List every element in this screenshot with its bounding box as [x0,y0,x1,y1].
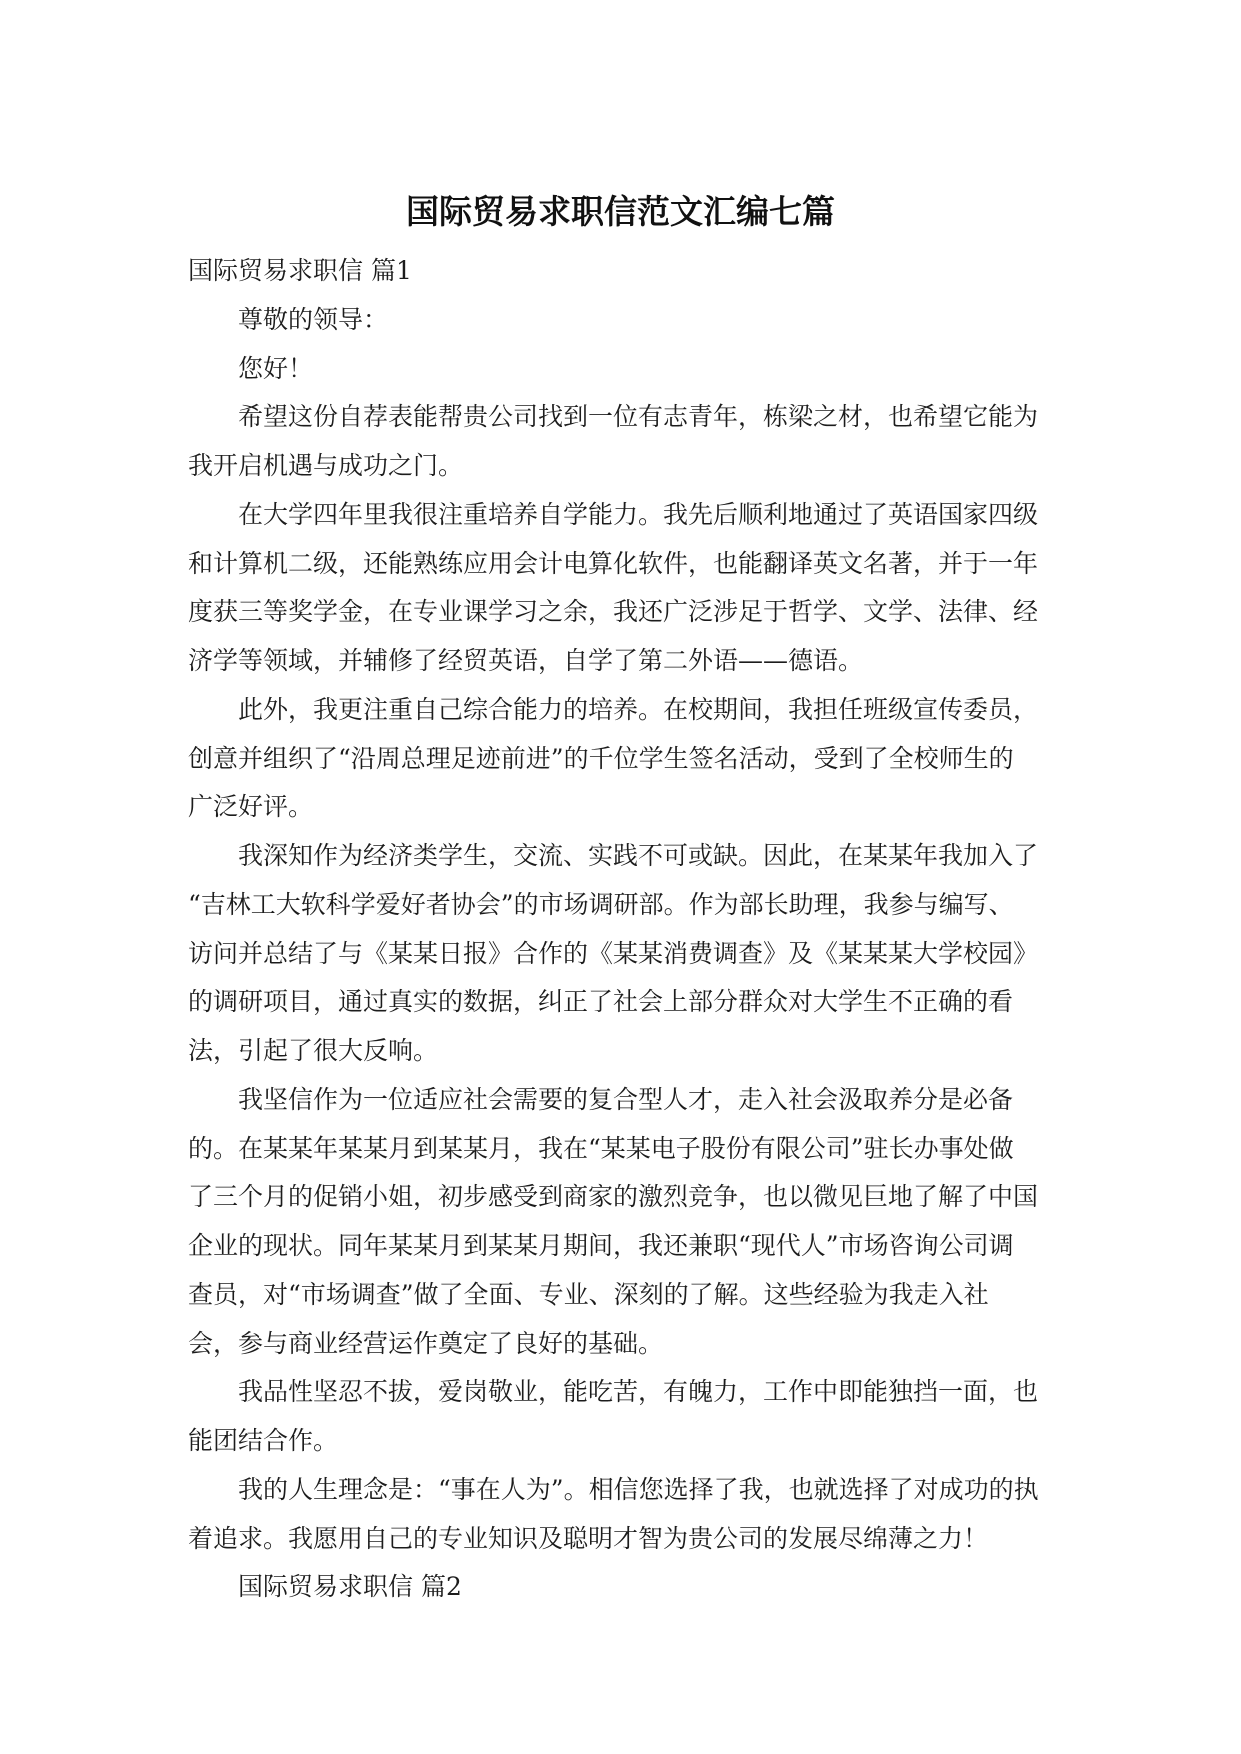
paragraph-line: 会，参与商业经营运作奠定了良好的基础。 [188,1328,664,1358]
letter-section-1 [188,247,1088,1563]
paragraph-line: 能团结合作。 [188,1426,339,1455]
paragraph-line: 企业的现状。同年某某月到某某月期间，我还兼职“现代人”市场咨询公司调 [188,1231,1014,1260]
paragraph-line: 访问并总结了与《某某日报》合作的《某某消费调查》及《某某某大学校园》 [188,938,1039,968]
paragraph [188,1466,1088,1564]
greeting [188,345,1088,394]
paragraph-line: 我深知作为经济类学生，交流、实践不可或缺。因此，在某某年我加入了 [238,841,1039,870]
paragraph-line: 的调研项目，通过真实的数据，纠正了社会上部分群众对大学生不正确的看 [188,987,1014,1017]
document-title: 国际贸易求职信范文汇编七篇 [406,192,835,231]
paragraph-line: 着追求。我愿用自己的专业知识及聪明才智为贵公司的发展尽绵薄之力！ [188,1523,989,1553]
paragraph [188,832,1088,1076]
paragraph-line: 的。在某某年某某月到某某月，我在“某某电子股份有限公司”驻长办事处做 [188,1133,1014,1163]
document-body [188,247,1088,1612]
paragraph-line: 和计算机二级，还能熟练应用会计电算化软件，也能翻译英文名著，并于一年 [188,548,1039,578]
paragraph-line: 广泛好评。 [188,792,314,822]
paragraph-line: 在大学四年里我很注重培养自学能力。我先后顺利地通过了英语国家四级 [238,499,1039,529]
paragraph-line: 您好！ [238,353,314,383]
paragraph [188,393,1088,491]
paragraph-line: 希望这份自荐表能帮贵公司找到一位有志青年，栋梁之材，也希望它能为 [238,402,1039,432]
salutation [188,296,1088,345]
section-heading: 国际贸易求职信 篇1 [188,256,412,285]
paragraph-line: 度获三等奖学金，在专业课学习之余，我还广泛涉足于哲学、文学、法律、经 [188,597,1039,627]
paragraph-line: 济学等领域，并辅修了经贸英语，自学了第二外语——德语。 [188,646,864,675]
section-heading: 国际贸易求职信 篇2 [238,1572,462,1602]
paragraph-line: 此外，我更注重自己综合能力的培养。在校期间，我担任班级宣传委员， [238,694,1039,724]
paragraph-line: 我品性坚忍不拔，爱岗敬业，能吃苦，有魄力，工作中即能独挡一面，也 [238,1377,1039,1407]
paragraph-line: 尊敬的领导： [238,304,389,334]
paragraph-line: 法，引起了很大反响。 [188,1036,439,1065]
paragraph-line: 我开启机遇与成功之门。 [188,451,464,480]
paragraph [188,1076,1088,1369]
paragraph-line: 我的人生理念是：“事在人为”。相信您选择了我，也就选择了对成功的执 [238,1474,1039,1504]
paragraph [188,491,1088,686]
paragraph-line: 查员，对“市场调查”做了全面、专业、深刻的了解。这些经验为我走入社 [188,1279,989,1309]
paragraph [188,1368,1088,1466]
paragraph-line: 创意并组织了“沿周总理足迹前进”的千位学生签名活动，受到了全校师生的 [188,743,1014,773]
paragraph [188,686,1088,832]
letter-section-2 [188,1563,1088,1612]
paragraph-line: 我坚信作为一位适应社会需要的复合型人才，走入社会汲取养分是必备 [238,1084,1014,1114]
paragraph-line: 了三个月的促销小姐，初步感受到商家的激烈竞争，也以微见巨地了解了中国 [188,1182,1039,1212]
paragraph-line: “吉林工大软科学爱好者协会”的市场调研部。作为部长助理，我参与编写、 [188,889,1014,919]
